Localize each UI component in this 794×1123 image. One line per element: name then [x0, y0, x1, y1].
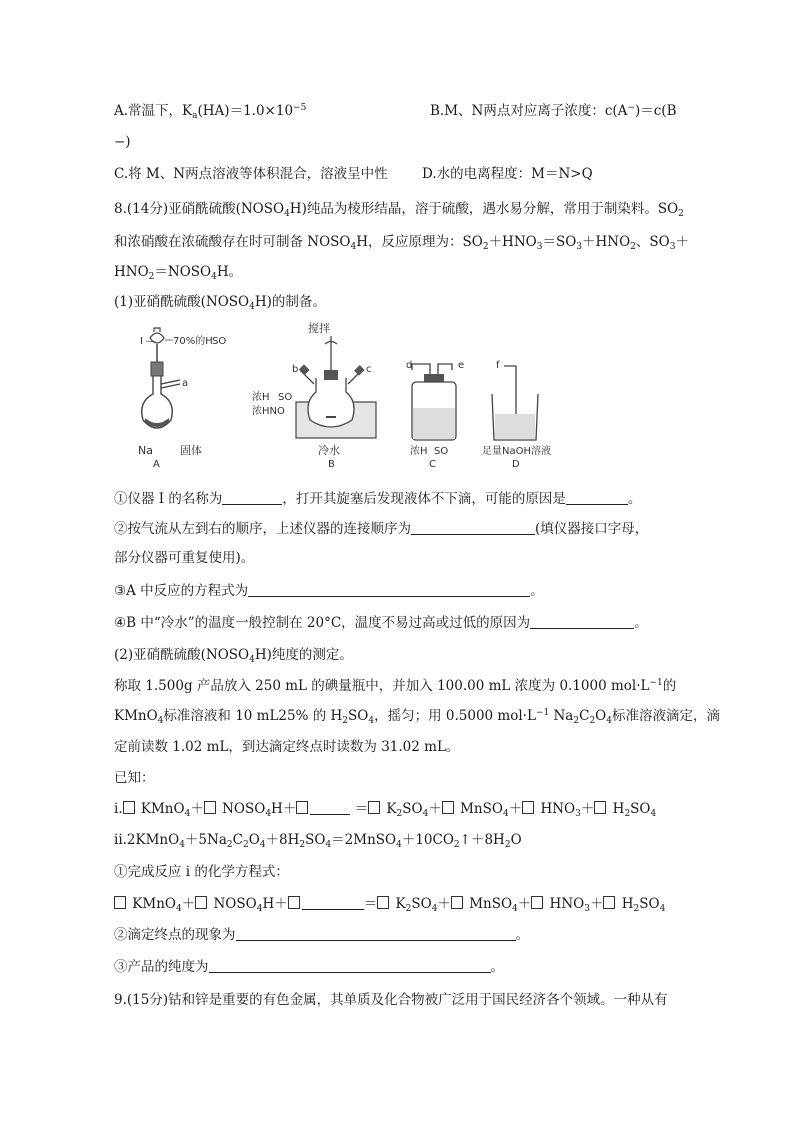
coefficient-box[interactable]	[531, 896, 543, 909]
svg-text:浓HNO: 浓HNO	[252, 406, 285, 417]
answer-blank[interactable]	[222, 490, 282, 505]
q8-part1-heading: (1)亚硝酰硫酸$(NOSO_4H)$的制备。	[114, 294, 326, 312]
q8-s1: ①仪器 I 的名称为 ，打开其旋塞后发现液体不下滴，可能的原因是 。	[114, 491, 642, 507]
svg-text:B: B	[328, 459, 335, 470]
q7-option-b: B.M、N两点对应离子浓度：c(A−)＝c(B	[430, 103, 677, 119]
q8-s4: ④B 中“冷水”的温度一般控制在 20°C，温度不易过高或过低的原因为 。	[114, 615, 648, 631]
answer-blank[interactable]	[566, 490, 628, 505]
svg-text:SO: SO	[278, 392, 293, 403]
svg-text:SO: SO	[212, 336, 227, 347]
q8-s3: ③A 中反应的方程式为 。	[114, 583, 544, 599]
svg-text:70%的H: 70%的H	[173, 336, 213, 347]
coefficient-box[interactable]	[603, 896, 615, 909]
svg-text:C: C	[429, 459, 436, 470]
answer-blank[interactable]	[302, 895, 364, 910]
svg-text:足量NaOH溶液: 足量NaOH溶液	[482, 446, 551, 457]
answer-blank[interactable]	[209, 958, 491, 973]
coefficient-box[interactable]	[594, 801, 606, 814]
coefficient-box[interactable]	[368, 801, 380, 814]
coefficient-box[interactable]	[195, 896, 207, 909]
q8-t2: ②滴定终点的现象为 。	[114, 927, 529, 943]
q8-intro-line3: $HNO_2=NOSO_4H$。	[114, 264, 243, 282]
svg-text:b: b	[292, 364, 299, 375]
reaction-i: i. KMnO$_4$＋ $NOSO_4H+ = K_2SO_4+$ MnSO$_4$＋ $HNO_3+ H_2SO_4$	[114, 801, 657, 819]
coefficient-box[interactable]	[451, 896, 463, 909]
apparatus-figure	[140, 322, 570, 472]
svg-text:e: e	[458, 360, 465, 371]
q8-s2-cont: 部分仪器可重复使用)。	[114, 550, 255, 566]
svg-text:冷水: 冷水	[318, 444, 340, 457]
coefficient-box[interactable]	[204, 801, 216, 814]
svg-text:a: a	[182, 378, 189, 389]
svg-text:A: A	[153, 459, 160, 470]
coefficient-box[interactable]	[296, 801, 308, 814]
svg-text:I: I	[140, 336, 143, 347]
coefficient-box[interactable]	[114, 896, 126, 909]
reaction-i-answer: KMnO$_4$＋ $NOSO_4H+ = K_2SO_4+$ MnSO$_4$＋ $HNO_3+ H_2SO_4$	[114, 894, 665, 914]
svg-text:c: c	[366, 364, 372, 375]
coefficient-box[interactable]	[522, 801, 534, 814]
apparatus-d	[482, 360, 551, 470]
svg-text:f: f	[496, 360, 500, 371]
q8-method-line1: 称取 1.500g 产品放入 250 mL 的碘量瓶中，并加入 100.00 mL 浓度为 0.1000 $mol\cdot L^{-1}$的	[114, 678, 677, 694]
coefficient-box[interactable]	[377, 896, 389, 909]
apparatus-c	[406, 360, 464, 470]
answer-blank[interactable]	[411, 520, 535, 535]
q8-t1: ①完成反应 i 的化学方程式：	[114, 864, 289, 880]
q8-part2-heading: (2)亚硝酰硫酸$(NOSO_4H)$纯度的测定。	[114, 647, 353, 665]
q8-t3: ③产品的纯度为 。	[114, 959, 504, 975]
apparatus-b	[252, 321, 376, 470]
q7-option-d: D.水的电离程度：M＝N>Q	[422, 166, 593, 182]
svg-text:浓H: 浓H	[410, 446, 428, 457]
q7-option-a: A.常温下，$K_a(HA)=1.0\times 10^{-5}$	[114, 103, 307, 121]
svg-text:SO: SO	[434, 446, 449, 457]
svg-text:搅拌: 搅拌	[308, 322, 330, 335]
coefficient-box[interactable]	[123, 801, 135, 814]
answer-blank[interactable]	[248, 582, 530, 597]
q8-intro-line1: 8.(14分)亚硝酰硫酸$(NOSO_4H)$纯品为棱形结晶，溶于硫酸，遇水易分解，常用于制染料。$SO_2$	[114, 201, 684, 219]
answer-blank[interactable]	[310, 800, 350, 815]
q9-intro: 9.(15分)钴和锌是重要的有色金属，其单质及化合物被广泛用于国民经济各个领域。一种从有	[114, 992, 668, 1008]
q7-option-c: C.将 M、N两点溶液等体积混合，溶液呈中性	[114, 166, 388, 182]
answer-blank[interactable]	[530, 614, 634, 629]
svg-text:Na: Na	[138, 444, 153, 457]
q8-s2: ②按气流从左到右的顺序，上述仪器的连接顺序为 (填仪器接口字母，	[114, 521, 649, 537]
q7-option-b-cont: −)	[114, 134, 131, 150]
coefficient-box[interactable]	[442, 801, 454, 814]
q8-known: 已知：	[114, 770, 155, 786]
answer-blank[interactable]	[236, 926, 516, 941]
q8-method-line3: 定前读数 1.02 mL，到达滴定终点时读数为 31.02 mL。	[114, 739, 460, 755]
svg-text:固体: 固体	[180, 444, 202, 457]
reaction-ii: $ii.2KMnO_4+5Na_2C_2O_4+8H_2SO_4=2MnSO_4+10CO_2↑+8H_2O$	[114, 832, 522, 850]
svg-text:D: D	[512, 459, 520, 470]
svg-text:浓H: 浓H	[252, 392, 270, 403]
q8-method-line2: KMnO$_4$标准溶液和 10 mL25% 的 $H_2SO_4$，摇匀；用 0.5000 $mol\cdot L^{-1}$ $Na_2C_2O_4$标准溶液滴定，滴	[114, 708, 720, 726]
svg-text:d: d	[406, 360, 413, 371]
coefficient-box[interactable]	[288, 896, 300, 909]
apparatus-a	[138, 328, 226, 470]
q8-intro-line2: 和浓硝酸在浓硫酸存在时可制备 $NOSO_4H$，反应原理为：$SO_2+HNO_3=SO_3+HNO_2$、$SO_3+$	[114, 234, 689, 252]
